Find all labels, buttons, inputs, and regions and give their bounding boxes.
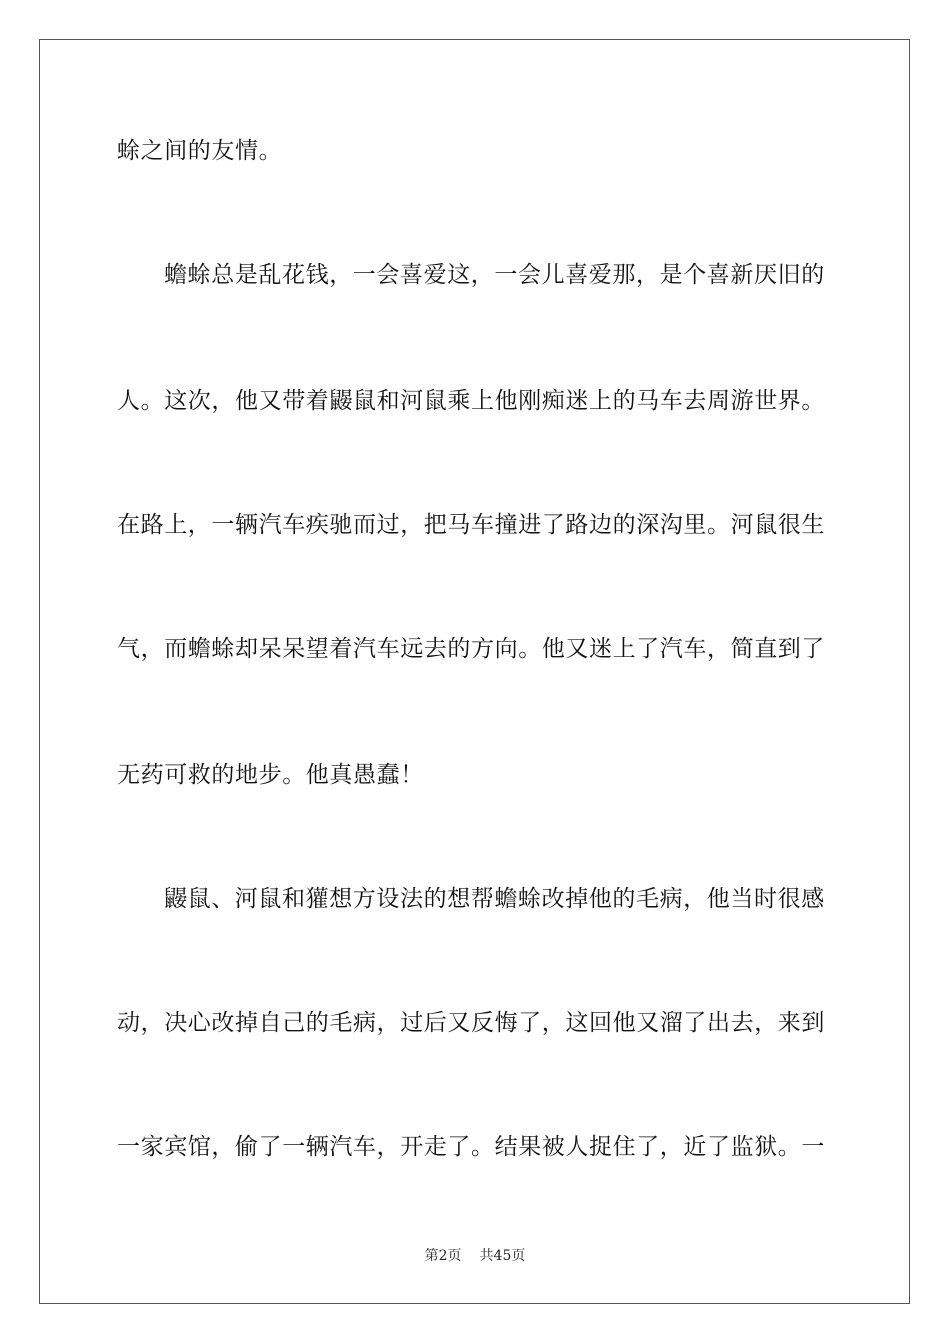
text-line-3: 人。这次，他又带着鼹鼠和河鼠乘上他刚痴迷上的马车去周游世界。	[117, 388, 825, 414]
text-line-4: 在路上，一辆汽车疾驰而过，把马车撞进了路边的深沟里。河鼠很生	[117, 512, 825, 538]
total-pages: 共45页	[479, 1248, 526, 1264]
page-number: 第2页	[424, 1248, 462, 1264]
page-footer	[0, 1247, 950, 1265]
text-line-5: 气，而蟾蜍却呆呆望着汽车远去的方向。他又迷上了汽车，简直到了	[117, 636, 825, 662]
text-line-6: 无药可救的地步。他真愚蠢！	[117, 762, 424, 788]
text-line-1: 蜍之间的友情。	[117, 138, 283, 164]
text-line-9: 一家宾馆，偷了一辆汽车，开走了。结果被人捉住了，近了监狱。一	[117, 1134, 825, 1160]
text-line-8: 动，决心改掉自己的毛病，过后又反悔了，这回他又溜了出去，来到	[117, 1010, 825, 1036]
text-line-7: 鼹鼠、河鼠和獾想方设法的想帮蟾蜍改掉他的毛病，他当时很感	[164, 886, 825, 912]
page-border	[39, 39, 910, 1304]
text-line-2: 蟾蜍总是乱花钱，一会喜爱这，一会儿喜爱那，是个喜新厌旧的	[164, 262, 825, 288]
